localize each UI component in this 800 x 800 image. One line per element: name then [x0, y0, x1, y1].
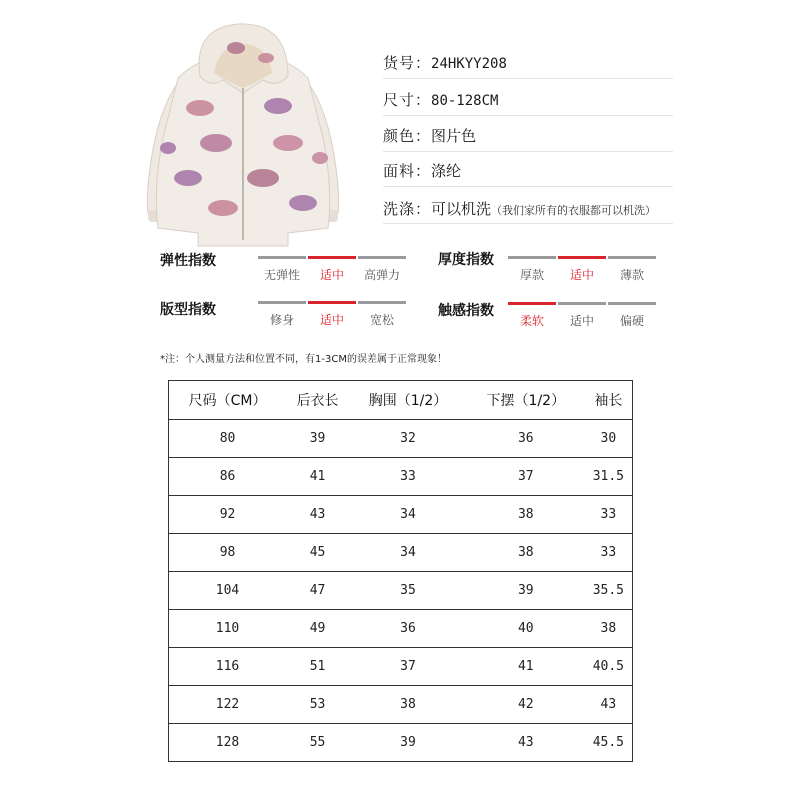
size-table: [168, 380, 633, 762]
scale-segment: [258, 256, 306, 259]
table-row: [169, 534, 633, 572]
table-cell: 39: [286, 420, 349, 458]
table-row: [169, 686, 633, 724]
fit-index-title: 版型指数: [160, 302, 216, 318]
table-cell: 34: [349, 534, 467, 572]
spec-label: 货号：: [383, 54, 432, 72]
spec-washing: [383, 198, 656, 219]
table-cell: 98: [169, 534, 287, 572]
table-cell: 38: [585, 610, 633, 648]
table-cell: 110: [169, 610, 287, 648]
scale-segment: [258, 301, 306, 304]
table-cell: 86: [169, 458, 287, 496]
table-cell: 40.5: [585, 648, 633, 686]
table-cell: 41: [467, 648, 585, 686]
scale-label-selected: 适中: [319, 313, 344, 327]
scale-label: 适中: [569, 314, 594, 328]
scale-segment: [608, 256, 656, 259]
table-cell: 41: [286, 458, 349, 496]
column-header: 胸围（1/2）: [349, 381, 467, 420]
table-cell: 39: [467, 572, 585, 610]
table-body: [169, 420, 633, 762]
spec-value: 可以机洗: [431, 200, 492, 218]
table-cell: 55: [286, 724, 349, 762]
touch-index-title: 触感指数: [438, 303, 494, 319]
table-cell: 36: [349, 610, 467, 648]
spec-note: （我们家所有的衣服都可以机洗）: [491, 204, 657, 217]
table-cell: 38: [467, 496, 585, 534]
table-cell: 128: [169, 724, 287, 762]
spec-value: 图片色: [431, 127, 477, 145]
measurement-note: *注：个人测量方法和位置不同，有1-3CM的误差属于正常现象！: [160, 354, 447, 365]
scale-label: 宽松: [369, 313, 394, 327]
scale-label: 厚款: [519, 268, 544, 282]
spec-color: [383, 125, 476, 146]
table-cell: 43: [585, 686, 633, 724]
column-header: 袖长: [585, 381, 633, 420]
spec-label: 尺寸：: [383, 91, 432, 109]
table-cell: 32: [349, 420, 467, 458]
table-cell: 80: [169, 420, 287, 458]
table-cell: 35.5: [585, 572, 633, 610]
scale-label: 高弹力: [363, 268, 400, 282]
table-cell: 40: [467, 610, 585, 648]
thickness-index-title: 厚度指数: [438, 252, 494, 268]
table-row: [169, 496, 633, 534]
table-cell: 37: [467, 458, 585, 496]
table-row: [169, 648, 633, 686]
table-cell: 43: [467, 724, 585, 762]
table-row: [169, 610, 633, 648]
divider: [383, 115, 673, 116]
scale-label: 偏硬: [619, 314, 644, 328]
table-cell: 47: [286, 572, 349, 610]
table-cell: 38: [467, 534, 585, 572]
scale-segment: [358, 256, 406, 259]
table-cell: 35: [349, 572, 467, 610]
scale-segment: [508, 256, 556, 259]
scale-label-selected: 适中: [569, 268, 594, 282]
column-header: 下摆（1/2）: [467, 381, 585, 420]
spec-fabric: [383, 160, 461, 181]
table-cell: 42: [467, 686, 585, 724]
column-header: 尺码（CM）: [169, 381, 287, 420]
spec-value: 24HKYY208: [431, 56, 507, 72]
table-row: [169, 724, 633, 762]
scale-label-selected: 适中: [319, 268, 344, 282]
spec-size: [383, 89, 498, 110]
table-cell: 92: [169, 496, 287, 534]
table-cell: 39: [349, 724, 467, 762]
table-cell: 104: [169, 572, 287, 610]
table-cell: 34: [349, 496, 467, 534]
divider: [383, 151, 673, 152]
table-cell: 51: [286, 648, 349, 686]
spec-value: 80-128CM: [431, 93, 499, 109]
scale-label: 修身: [269, 313, 294, 327]
table-cell: 122: [169, 686, 287, 724]
thickness-scale: [508, 256, 660, 286]
table-cell: 33: [585, 496, 633, 534]
table-cell: 45.5: [585, 724, 633, 762]
scale-segment-selected: [308, 301, 356, 304]
scale-segment-selected: [308, 256, 356, 259]
scale-label-selected: 柔软: [519, 314, 544, 328]
spec-value: 涤纶: [431, 162, 462, 180]
product-image: [138, 18, 348, 250]
table-cell: 38: [349, 686, 467, 724]
divider: [383, 223, 673, 224]
table-cell: 33: [349, 458, 467, 496]
table-cell: 49: [286, 610, 349, 648]
scale-label: 无弹性: [263, 268, 300, 282]
table-cell: 37: [349, 648, 467, 686]
spec-item-number: [383, 52, 507, 73]
elasticity-index-title: 弹性指数: [160, 253, 216, 269]
table-row: [169, 572, 633, 610]
column-header: 后衣长: [286, 381, 349, 420]
table-cell: 43: [286, 496, 349, 534]
elasticity-scale: [258, 256, 410, 286]
scale-segment: [608, 302, 656, 305]
divider: [383, 78, 673, 79]
fit-scale: [258, 301, 410, 331]
table-header-row: [169, 381, 633, 420]
table-cell: 45: [286, 534, 349, 572]
scale-segment: [558, 302, 606, 305]
table-row: [169, 420, 633, 458]
touch-scale: [508, 302, 660, 332]
table-cell: 33: [585, 534, 633, 572]
spec-label: 洗涤：: [383, 200, 432, 218]
spec-label: 面料：: [383, 162, 432, 180]
scale-segment-selected: [508, 302, 556, 305]
spec-label: 颜色：: [383, 127, 432, 145]
table-cell: 116: [169, 648, 287, 686]
scale-segment-selected: [558, 256, 606, 259]
table-cell: 53: [286, 686, 349, 724]
table-cell: 30: [585, 420, 633, 458]
divider: [383, 186, 673, 187]
table-cell: 36: [467, 420, 585, 458]
table-row: [169, 458, 633, 496]
scale-label: 薄款: [619, 268, 644, 282]
table-cell: 31.5: [585, 458, 633, 496]
scale-segment: [358, 301, 406, 304]
